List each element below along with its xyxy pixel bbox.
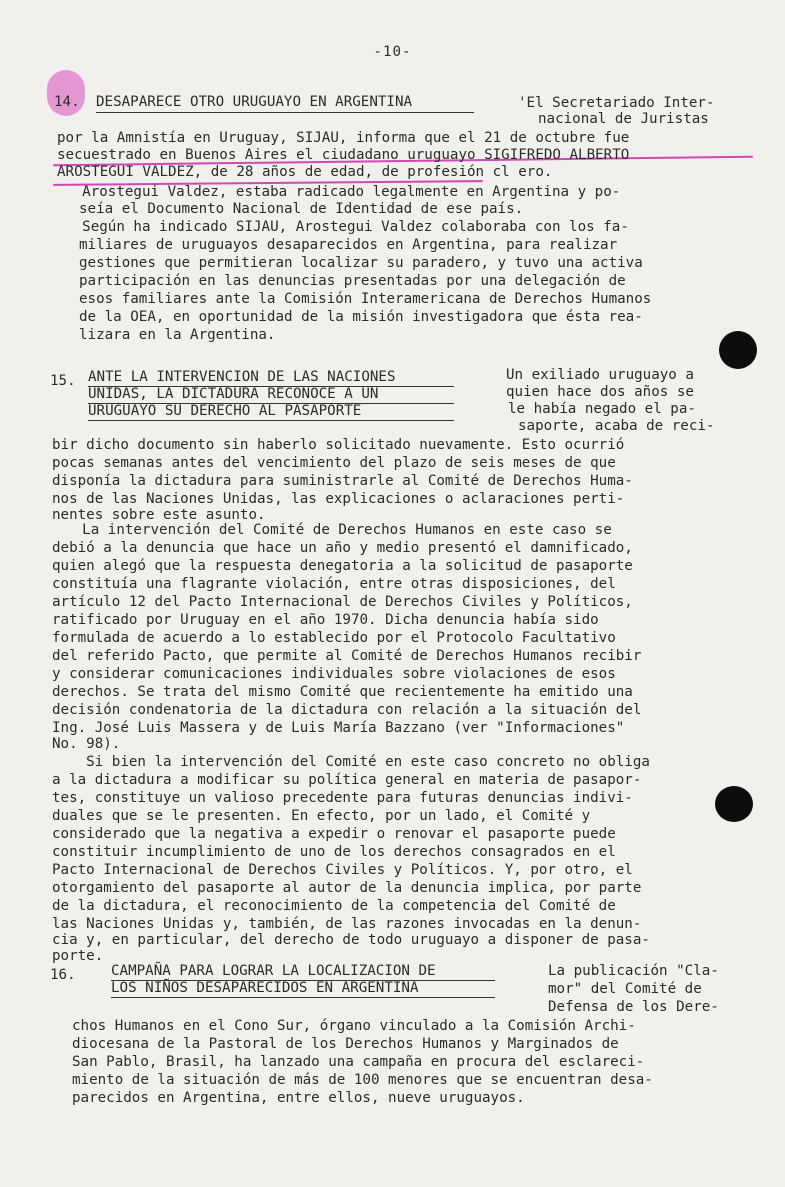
punch-hole-top (719, 331, 757, 369)
section-14-body-line: gestiones que permitieran localizar su paradero, y tuvo una activa (79, 255, 643, 271)
section-15-title: ANTE LA INTERVENCION DE LAS NACIONES (88, 369, 396, 385)
section-15-body-line: No. 98). (52, 736, 121, 752)
section-15-body-line: Si bien la intervención del Comité en este caso concreto no obliga (52, 754, 650, 770)
section-14-title: DESAPARECE OTRO URUGUAYO EN ARGENTINA (96, 94, 413, 110)
section-15-body-line: nos de las Naciones Unidas, las explicaciones o aclaraciones perti- (52, 491, 625, 507)
section-15-body-line: debió a la denuncia que hace un año y medio presentó el damnificado, (52, 540, 633, 556)
punch-hole-bottom (715, 786, 753, 822)
section-15-body-line: disponía la dictadura para suministrarle al Comité de Derechos Huma- (52, 473, 633, 489)
section-14-body-line: lizara en la Argentina. (79, 327, 276, 343)
title-underline (111, 997, 495, 998)
section-14-body-line: secuestrado en Buenos Aires el ciudadano uruguayo SIGIFREDO ALBERTO (57, 147, 630, 163)
section-14-body-line: seía el Documento Nacional de Identidad de ese país. (79, 201, 524, 217)
section-15-body-line: y considerar comunicaciones individuales sobre violaciones de esos (52, 666, 616, 682)
section-15-body-line: otorgamiento del pasaporte al autor de la denuncia implica, por parte (52, 880, 642, 896)
section-15-body-line: constituía una flagrante violación, entre otras disposiciones, del (52, 576, 616, 592)
section-14-side-text: nacional de Juristas (538, 111, 709, 127)
section-15-body-line: las Naciones Unidas y, también, de las razones invocadas en la denun- (52, 916, 642, 932)
section-15-body-line: pocas semanas antes del vencimiento del plazo de seis meses de que (52, 455, 616, 471)
section-15-body-line: formulada de acuerdo a lo establecido por el Protocolo Facultativo (52, 630, 616, 646)
section-14-body-line: de la OEA, en oportunidad de la misión investigadora que ésta rea- (79, 309, 643, 325)
section-16-body-line: chos Humanos en el Cono Sur, órgano vinculado a la Comisión Archi- (72, 1018, 636, 1034)
section-15-title: UNIDAS, LA DICTADURA RECONOCE A UN (88, 386, 379, 402)
section-15-body-line: Pacto Internacional de Derechos Civiles y Políticos. Y, por otro, el (52, 862, 633, 878)
section-15-body-line: bir dicho documento sin haberlo solicitado nuevamente. Esto ocurrió (52, 437, 625, 453)
section-15-body-line: quien alegó que la respuesta denegatoria a la solicitud de pasaporte (52, 558, 633, 574)
section-14-body-line: por la Amnistía en Uruguay, SIJAU, informa que el 21 de octubre fue (57, 130, 630, 146)
section-16-side-text: La publicación "Cla- (548, 963, 719, 979)
section-15-body-line: considerado que la negativa a expedir o renovar el pasaporte puede (52, 826, 616, 842)
section-15-body-line: constituir incumplimiento de uno de los derechos consagrados en el (52, 844, 616, 860)
section-15-body-line: cia y, en particular, del derecho de todo uruguayo a disponer de pasa- (52, 932, 650, 948)
section-15-body-line: porte. (52, 948, 104, 964)
section-15-body-line: La intervención del Comité de Derechos Humanos en este caso se (48, 522, 612, 538)
section-16-body-line: San Pablo, Brasil, ha lanzado una campaña en procura del esclareci- (72, 1054, 645, 1070)
section-15-title: URUGUAYO SU DERECHO AL PASAPORTE (88, 403, 362, 419)
section-15-side-text: Un exiliado uruguayo a (506, 367, 694, 383)
section-14-body-line: AROSTEGUI VALDEZ, de 28 años de edad, de profesión cl ero. (57, 164, 553, 180)
section-16-body-line: diocesana de la Pastoral de los Derechos Humanos y Marginados de (72, 1036, 619, 1052)
section-15-body-line: nentes sobre este asunto. (52, 507, 266, 523)
section-15-body-line: tes, constituye un valioso precedente para futuras denuncias indivi- (52, 790, 633, 806)
section-16-title: CAMPAÑA PARA LOGRAR LA LOCALIZACION DE (111, 963, 436, 979)
section-15-body-line: derechos. Se trata del mismo Comité que recientemente ha emitido una (52, 684, 633, 700)
section-15-body-line: Ing. José Luis Massera y de Luis María Bazzano (ver "Informaciones" (52, 720, 625, 736)
section-14-number: 14. (54, 94, 80, 110)
section-16-side-text: mor" del Comité de (548, 981, 702, 997)
page-number: -10- (373, 44, 412, 60)
section-16-body-line: miento de la situación de más de 100 menores que se encuentran desa- (72, 1072, 653, 1088)
section-14-body-line: Arostegui Valdez, estaba radicado legalmente en Argentina y po- (48, 184, 621, 200)
section-14-body-line: participación en las denuncias presentadas por una delegación de (79, 273, 626, 289)
title-underline (96, 112, 474, 113)
section-15-body-line: a la dictadura a modificar su política general en materia de pasapor- (52, 772, 642, 788)
section-15-body-line: de la dictadura, el reconocimiento de la competencia del Comité de (52, 898, 616, 914)
section-16-side-text: Defensa de los Dere- (548, 999, 719, 1015)
section-15-side-text: le había negado el pa- (508, 401, 696, 417)
section-14-side-text: 'El Secretariado Inter- (518, 95, 715, 111)
title-underline (88, 420, 454, 421)
section-15-body-line: del referido Pacto, que permite al Comité de Derechos Humanos recibir (52, 648, 642, 664)
section-15-body-line: duales que se le presenten. En efecto, por un lado, el Comité y (52, 808, 591, 824)
section-14-body-line: miliares de uruguayos desaparecidos en Argentina, para realizar (79, 237, 618, 253)
section-14-body-line: esos familiares ante la Comisión Interamericana de Derechos Humanos (79, 291, 652, 307)
section-16-body-line: parecidos en Argentina, entre ellos, nueve uruguayos. (72, 1090, 525, 1106)
section-15-number: 15. (50, 373, 76, 389)
section-14-body-line: Según ha indicado SIJAU, Arostegui Valdez colaboraba con los fa- (48, 219, 629, 235)
section-16-number: 16. (50, 967, 76, 983)
section-15-body-line: ratificado por Uruguay en el año 1970. Dicha denuncia había sido (52, 612, 599, 628)
section-15-side-text: saporte, acaba de reci- (518, 418, 715, 434)
section-15-body-line: decisión condenatoria de la dictadura con relación a la situación del (52, 702, 642, 718)
section-15-side-text: quien hace dos años se (506, 384, 694, 400)
section-16-title: LOS NIÑOS DESAPARECIDOS EN ARGENTINA (111, 980, 419, 996)
section-15-body-line: artículo 12 del Pacto Internacional de Derechos Civiles y Políticos, (52, 594, 633, 610)
